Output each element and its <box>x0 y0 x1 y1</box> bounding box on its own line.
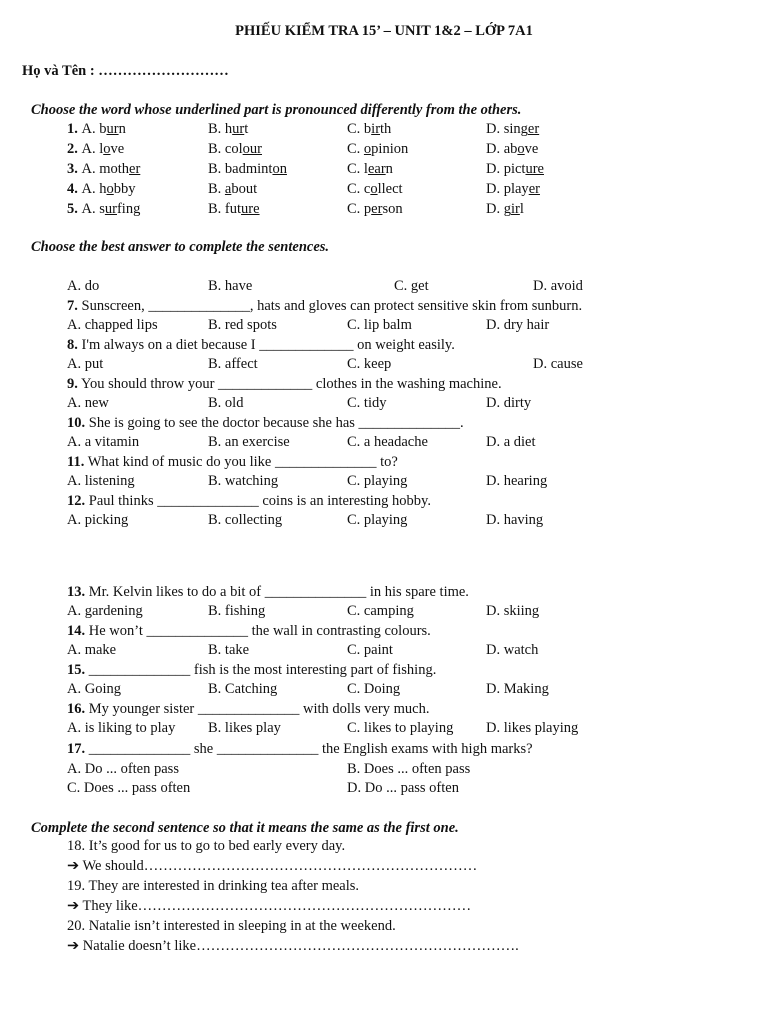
question-number: 2. <box>67 141 82 157</box>
question-stem: 10. She is going to see the doctor because she has ______________. <box>67 415 464 431</box>
answer-option: A. is liking to play <box>67 720 176 736</box>
answer-option: D. cause <box>533 356 583 372</box>
question-stem: 16. My younger sister ______________ with dolls very much. <box>67 701 430 717</box>
answer-option: D. hearing <box>486 473 548 489</box>
rewrite-line: ➔ We should…………………………………………………………… <box>67 858 478 874</box>
section2-heading: Choose the best answer to complete the sentences. <box>31 239 330 255</box>
answer-option: B. Does ... often pass <box>347 761 471 777</box>
question-number: 1. <box>67 121 82 137</box>
question-stem: 17. ______________ she ______________ the English exams with high marks? <box>67 741 533 757</box>
answer-option: D. avoid <box>533 278 583 294</box>
underlined-sound: er <box>528 181 540 197</box>
underlined-sound: o <box>517 141 525 157</box>
answer-option: B. likes play <box>208 720 281 736</box>
answer-option: D. a diet <box>486 434 536 450</box>
answer-option: A. a vitamin <box>67 434 140 450</box>
question-number: 14. <box>67 623 86 639</box>
underlined-sound: o <box>370 181 378 197</box>
rewrite-line: ➔ They like…………………………………………………………… <box>67 898 472 914</box>
answer-option: C. keep <box>347 356 392 372</box>
answer-option: A. do <box>67 278 100 294</box>
underlined-sound: ure <box>241 201 260 217</box>
rewrite-line: ➔ Natalie doesn’t like…………………………………………………………. <box>67 938 519 954</box>
original-sentence: 20. Natalie isn’t interested in sleeping in at the weekend. <box>67 918 396 934</box>
answer-option: C. camping <box>347 603 414 619</box>
question-number: 9. <box>67 376 78 392</box>
answer-option: A. chapped lips <box>67 317 158 333</box>
answer-option: B. an exercise <box>208 434 290 450</box>
answer-option: C. playing <box>347 512 408 528</box>
question-stem: 12. Paul thinks ______________ coins is an interesting hobby. <box>67 493 431 509</box>
question-number: 4. <box>67 181 82 197</box>
section3-heading: Complete the second sentence so that it means the same as the first one. <box>31 820 459 836</box>
question-stem: 7. Sunscreen, ______________, hats and gloves can protect sensitive skin from sunburn. <box>67 298 583 314</box>
answer-option: C. learn <box>347 161 393 177</box>
underlined-sound: ur <box>106 121 119 137</box>
answer-option: D. having <box>486 512 544 528</box>
answer-option: B. old <box>208 395 244 411</box>
underlined-sound: er <box>371 201 383 217</box>
answer-option: 1. A. burn <box>67 121 126 137</box>
answer-option: D. dirty <box>486 395 532 411</box>
answer-option: D. singer <box>486 121 540 137</box>
answer-option: A. put <box>67 356 104 372</box>
arrow-icon: ➔ <box>67 858 83 874</box>
answer-option: C. get <box>394 278 429 294</box>
arrow-icon: ➔ <box>67 898 83 914</box>
underlined-sound: ur <box>232 121 245 137</box>
answer-option: D. skiing <box>486 603 540 619</box>
underlined-sound: on <box>272 161 287 177</box>
answer-option: B. badminton <box>208 161 287 177</box>
answer-option: D. Making <box>486 681 549 697</box>
answer-option: D. above <box>486 141 539 157</box>
answer-option: D. girl <box>486 201 524 217</box>
answer-option: B. collecting <box>208 512 283 528</box>
question-number: 16. <box>67 701 86 717</box>
answer-option: C. Doing <box>347 681 401 697</box>
answer-option: A. new <box>67 395 109 411</box>
question-number: 3. <box>67 161 82 177</box>
underlined-sound: ear <box>367 161 386 177</box>
arrow-icon: ➔ <box>67 938 83 954</box>
answer-option: C. birth <box>347 121 392 137</box>
question-stem: 13. Mr. Kelvin likes to do a bit of ______________ in his spare time. <box>67 584 469 600</box>
answer-option: B. hurt <box>208 121 249 137</box>
question-number: 11. <box>67 454 85 470</box>
answer-option: A. Do ... often pass <box>67 761 179 777</box>
underlined-sound: ir <box>371 121 381 137</box>
answer-option: D. Do ... pass often <box>347 780 459 796</box>
answer-option: B. have <box>208 278 253 294</box>
question-number: 10. <box>67 415 86 431</box>
answer-option: 5. A. surfing <box>67 201 141 217</box>
question-number: 7. <box>67 298 78 314</box>
answer-option: B. about <box>208 181 258 197</box>
question-number: 8. <box>67 337 78 353</box>
answer-option: B. colour <box>208 141 262 157</box>
question-stem: 11. What kind of music do you like ______________ to? <box>67 454 398 470</box>
answer-option: C. tidy <box>347 395 387 411</box>
underlined-sound: our <box>242 141 262 157</box>
underlined-sound: ure <box>525 161 544 177</box>
underlined-sound: ir <box>510 201 520 217</box>
underlined-sound: o <box>363 141 372 157</box>
section1-heading: Choose the word whose underlined part is pronounced differently from the others. <box>31 102 522 118</box>
question-number: 13. <box>67 584 86 600</box>
answer-option: A. gardening <box>67 603 143 619</box>
page-title: PHIẾU KIỂM TRA 15’ – UNIT 1&2 – LỚP 7A1 <box>235 23 533 39</box>
answer-option: C. opinion <box>347 141 409 157</box>
answer-option: 4. A. hobby <box>67 181 136 197</box>
original-sentence: 19. They are interested in drinking tea after meals. <box>67 878 360 894</box>
underlined-sound: o <box>106 181 114 197</box>
answer-option: D. picture <box>486 161 544 177</box>
underlined-sound: o <box>103 141 111 157</box>
answer-option: D. likes playing <box>486 720 579 736</box>
answer-option: D. dry hair <box>486 317 550 333</box>
question-stem: 9. You should throw your _____________ clothes in the washing machine. <box>67 376 502 392</box>
answer-option: A. make <box>67 642 117 658</box>
question-number: 12. <box>67 493 86 509</box>
answer-option: B. future <box>208 201 260 217</box>
answer-option: A. Going <box>67 681 121 697</box>
answer-option: C. playing <box>347 473 408 489</box>
answer-option: B. affect <box>208 356 258 372</box>
answer-option: A. picking <box>67 512 129 528</box>
answer-option: B. red spots <box>208 317 277 333</box>
question-stem: 14. He won’t ______________ the wall in contrasting colours. <box>67 623 431 639</box>
answer-option: C. person <box>347 201 403 217</box>
answer-option: B. take <box>208 642 250 658</box>
question-stem: 8. I'm always on a diet because I _____________ on weight easily. <box>67 337 455 353</box>
name-field: Họ và Tên : ……………………… <box>22 63 229 79</box>
underlined-sound: er <box>527 121 540 137</box>
answer-option: 3. A. mother <box>67 161 141 177</box>
underlined-sound: ur <box>104 201 117 217</box>
underlined-sound: a <box>224 181 232 197</box>
answer-option: D. watch <box>486 642 539 658</box>
question-number: 5. <box>67 201 82 217</box>
answer-option: B. Catching <box>208 681 278 697</box>
original-sentence: 18. It’s good for us to go to bed early every day. <box>67 838 346 854</box>
question-number: 15. <box>67 662 86 678</box>
question-stem: 15. ______________ fish is the most interesting part of fishing. <box>67 662 437 678</box>
answer-option: C. paint <box>347 642 393 658</box>
answer-option: C. lip balm <box>347 317 412 333</box>
question-number: 17. <box>67 741 86 757</box>
underlined-sound: er <box>129 161 141 177</box>
answer-option: B. fishing <box>208 603 266 619</box>
answer-option: D. player <box>486 181 540 197</box>
answer-option: C. collect <box>347 181 403 197</box>
answer-option: A. listening <box>67 473 135 489</box>
answer-option: B. watching <box>208 473 279 489</box>
answer-option: C. likes to playing <box>347 720 454 736</box>
answer-option: C. Does ... pass often <box>67 780 191 796</box>
answer-option: C. a headache <box>347 434 428 450</box>
answer-option: 2. A. love <box>67 141 125 157</box>
